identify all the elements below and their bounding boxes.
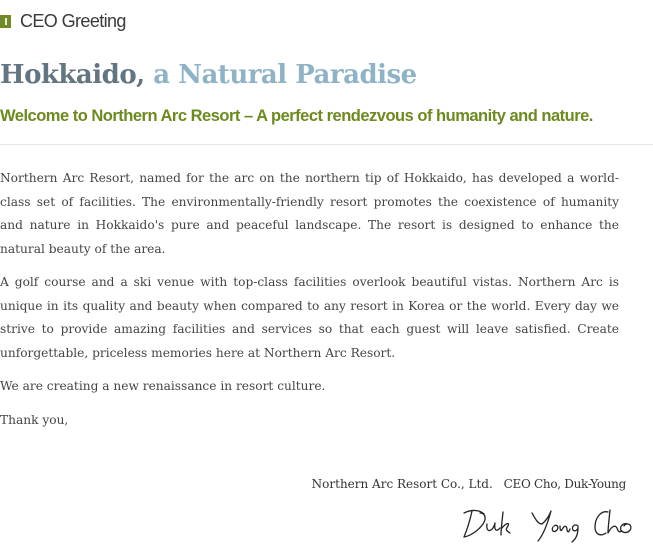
- section-title: CEO Greeting: [20, 10, 126, 31]
- paragraph-1: Northern Arc Resort, named for the arc on the northern tip of Hokkaido, has developed a world-class set of facilities. The environmentally-friendly resort promotes the coexistence of humanity and nature in Hokkaido's pure and peaceful landscape. The resort is designed to enhance the natural beauty of the area.: [0, 171, 619, 256]
- paragraph-2: A golf course and a ski venue with top-class facilities overlook beautiful vistas. Northern Arc is unique in its quality and beauty when compared to any resort in Korea or the world. Every day we strive to provide amazing facilities and services so that each guest will leave satisfied. Create unforgettable, priceless memories here at Northern Arc Resort.: [0, 275, 619, 360]
- company-name: Northern Arc Resort Co., Ltd.: [311, 477, 493, 491]
- page-headline: [0, 60, 417, 90]
- ceo-name: CEO Cho, Duk-Young: [503, 477, 626, 491]
- paragraph-3: We are creating a new renaissance in resort culture.: [0, 379, 326, 393]
- page-subheadline: Welcome to Northern Arc Resort – A perfect rendezvous of humanity and nature.: [0, 107, 593, 125]
- section-header: [0, 10, 126, 32]
- headline-part1: Hokkaido,: [0, 60, 145, 90]
- handwritten-signature-icon: [458, 500, 636, 546]
- signature-line: [312, 477, 626, 491]
- paragraph-4: Thank you,: [0, 412, 69, 427]
- section-bullet-icon: [0, 15, 11, 28]
- greeting-body: [0, 167, 619, 442]
- divider: [0, 144, 653, 145]
- headline-part2: a Natural Paradise: [153, 60, 417, 90]
